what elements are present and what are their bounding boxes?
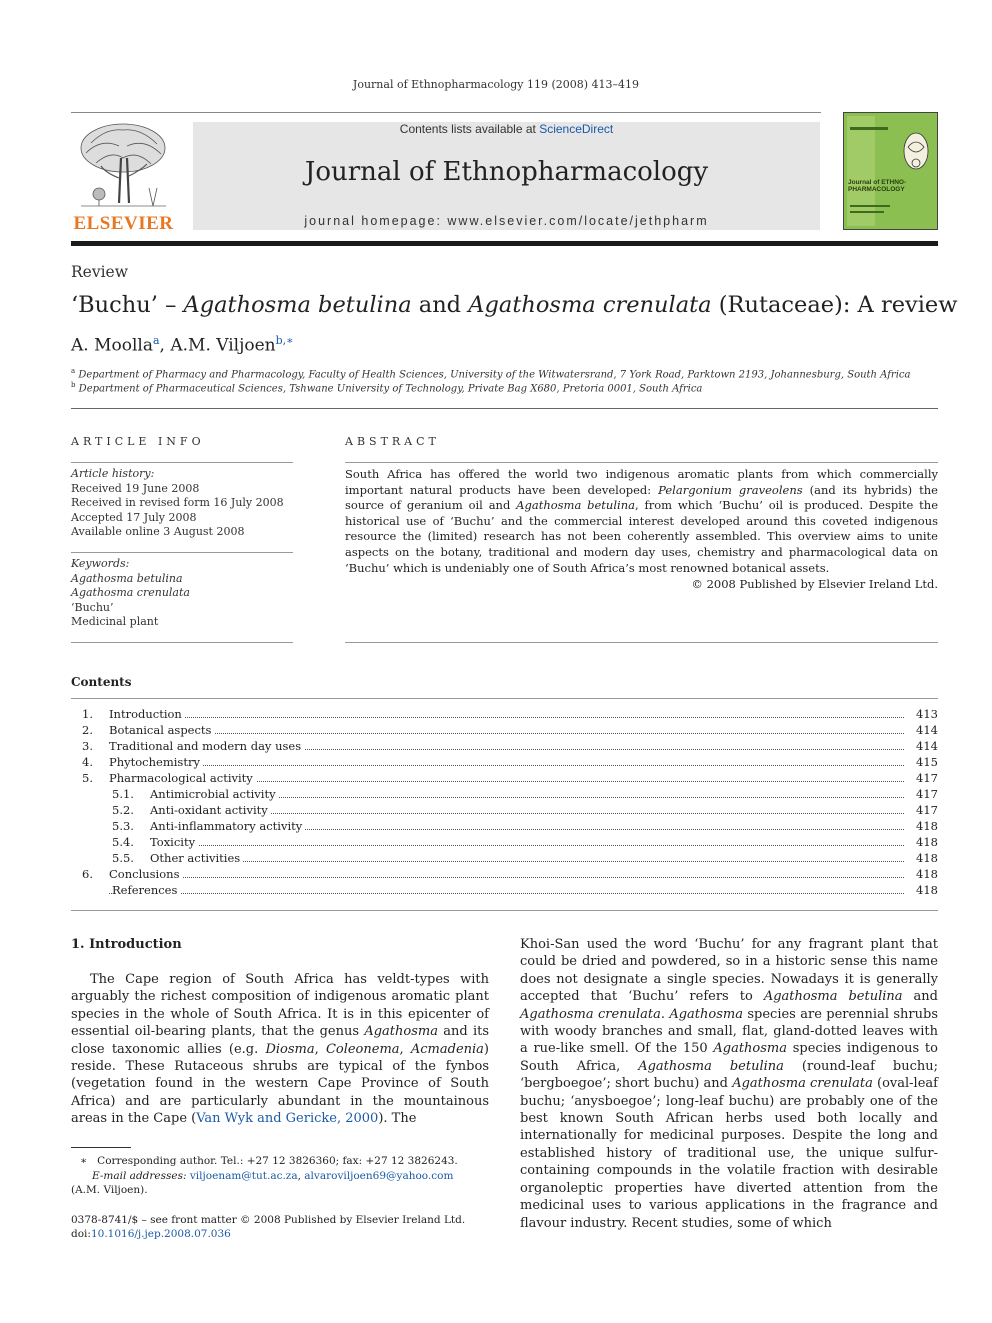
issn-line: 0378-8741/$ – see front matter © 2008 Published by Elsevier Ireland Ltd. bbox=[71, 1214, 466, 1226]
toc-page-number: 418 bbox=[908, 818, 938, 834]
contents-heading: Contents bbox=[71, 675, 132, 689]
keyword-item[interactable]: Agathosma betulina bbox=[71, 571, 183, 585]
intro-right-italic: Agathosma betulina bbox=[638, 1058, 784, 1074]
toc-title[interactable]: Phytochemistry bbox=[109, 754, 203, 770]
toc-page-number: 417 bbox=[908, 770, 938, 786]
footnote-star: ∗ bbox=[80, 1155, 88, 1167]
intro-right-seg: species indigenous to South Africa, bbox=[520, 1041, 938, 1074]
email-separator: , bbox=[297, 1170, 305, 1182]
article-info-rule-bottom bbox=[71, 642, 293, 643]
title-part-1: ‘Buchu’ – bbox=[71, 292, 184, 318]
toc-title[interactable]: Other activities bbox=[150, 850, 243, 866]
keywords-block bbox=[71, 557, 190, 630]
toc-row[interactable] bbox=[71, 722, 938, 738]
toc-number: 6. bbox=[82, 867, 93, 881]
affiliation-b-mark: b bbox=[71, 381, 76, 389]
article-history bbox=[71, 467, 284, 540]
header-divider bbox=[71, 408, 938, 409]
intro-left-column bbox=[71, 971, 489, 1128]
abstract-seg-2: (and its hybrids) the source of geranium oil and bbox=[345, 482, 938, 513]
cover-title: Journal of ETHNO-PHARMACOLOGY bbox=[848, 179, 907, 193]
contents-rule-bottom bbox=[71, 910, 938, 911]
toc-page-number: 415 bbox=[908, 754, 938, 770]
toc-number: 4. bbox=[82, 755, 93, 769]
toc-row[interactable] bbox=[71, 850, 938, 866]
toc-row[interactable] bbox=[71, 818, 938, 834]
intro-left-italic: Agathosma bbox=[364, 1024, 438, 1040]
toc-row[interactable] bbox=[71, 882, 938, 898]
doi-line bbox=[71, 1228, 231, 1240]
article-info-heading: ARTICLE INFO bbox=[71, 435, 205, 448]
toc-number: 5.2. bbox=[112, 803, 134, 817]
intro-right-italic: Agathosma crenulata bbox=[732, 1076, 873, 1092]
doi-label: doi: bbox=[71, 1228, 91, 1240]
footnote-rule bbox=[71, 1147, 131, 1148]
intro-right-seg: (round-leaf buchu; ‘bergboegoe’; short buchu) and bbox=[520, 1058, 938, 1092]
abstract-italic-1: Pelargonium graveolens bbox=[658, 482, 803, 497]
corresponding-author-note bbox=[80, 1155, 458, 1167]
toc-page-number: 417 bbox=[908, 802, 938, 818]
journal-cover-thumbnail bbox=[843, 112, 938, 230]
toc-row[interactable] bbox=[71, 706, 938, 722]
affiliation-a bbox=[71, 367, 910, 380]
email-owner: (A.M. Viljoen). bbox=[71, 1184, 148, 1196]
toc-title[interactable]: Conclusions bbox=[109, 866, 182, 882]
masthead-top-rule bbox=[71, 112, 821, 113]
toc-page-number: 418 bbox=[908, 866, 938, 882]
email-link-1[interactable]: viljoenam@tut.ac.za bbox=[189, 1170, 298, 1182]
doi-link[interactable]: 10.1016/j.jep.2008.07.036 bbox=[90, 1228, 231, 1240]
toc-title[interactable]: Anti-inflammatory activity bbox=[150, 818, 305, 834]
history-revised: Received in revised form 16 July 2008 bbox=[71, 496, 284, 509]
toc-title[interactable]: Botanical aspects bbox=[109, 722, 214, 738]
intro-left-seg: , bbox=[399, 1041, 411, 1057]
toc-page-number: 413 bbox=[908, 706, 938, 722]
history-online: Available online 3 August 2008 bbox=[71, 525, 245, 538]
abstract-rule-top bbox=[345, 462, 938, 463]
intro-right-seg: (oval-leaf buchu; ‘anysboegoe’; long-leaf buchu) are probably one of the best known South African herbs used both locally and internationally for medicinal purposes. Despite the long and established history of traditional use, the unique sulfur-containing compounds in the volatile fraction with desirable organoleptic properties have diverted attention from the medicinal uses to various applications in the fragrance and flavour industry. Recent studies, some of which bbox=[520, 1076, 938, 1231]
toc-row[interactable] bbox=[71, 834, 938, 850]
contents-available-line bbox=[193, 122, 820, 136]
keyword-item[interactable]: ‘Buchu’ bbox=[71, 600, 114, 614]
toc-row[interactable] bbox=[71, 802, 938, 818]
toc-row[interactable] bbox=[71, 866, 938, 882]
toc-leader-dots bbox=[150, 861, 904, 862]
author2-affil-mark[interactable]: b,∗ bbox=[275, 334, 294, 347]
toc-row[interactable] bbox=[71, 786, 938, 802]
history-label: Article history: bbox=[71, 467, 155, 480]
toc-number: 5. bbox=[82, 771, 93, 785]
abstract-italic-2: Agathosma betulina bbox=[516, 498, 635, 513]
intro-left-italic: Diosma bbox=[265, 1041, 315, 1057]
history-accepted: Accepted 17 July 2008 bbox=[71, 510, 197, 524]
author-moolla[interactable]: A. Moolla bbox=[71, 335, 153, 356]
toc-page-number: 418 bbox=[908, 834, 938, 850]
toc-number: 3. bbox=[82, 739, 93, 753]
intro-left-seg: and its close taxonomic allies (e.g. bbox=[71, 1024, 489, 1057]
toc-title[interactable]: Antimicrobial activity bbox=[150, 786, 279, 802]
toc-number: 1. bbox=[82, 707, 93, 721]
intro-right-italic: Agathosma betulina bbox=[763, 989, 903, 1005]
intro-left-seg: ) reside. These Rutaceous shrubs are typical of the fynbos (vegetation found in the western Cape Province of South Africa) and are particularly abundant in the mountainous areas in the Cape ( bbox=[71, 1041, 489, 1127]
contents-prefix: Contents lists available at bbox=[399, 122, 540, 136]
toc-leader-dots bbox=[150, 845, 904, 846]
history-received: Received 19 June 2008 bbox=[71, 481, 200, 495]
toc-page-number: 414 bbox=[908, 722, 938, 738]
toc-leader-dots bbox=[109, 717, 904, 718]
toc-row[interactable] bbox=[71, 738, 938, 754]
intro-right-column bbox=[520, 936, 938, 1232]
journal-homepage[interactable]: journal homepage: www.elsevier.com/locate/jethpharm bbox=[304, 214, 709, 228]
author1-affil-mark[interactable]: a bbox=[152, 334, 160, 347]
toc-number: 5.1. bbox=[112, 787, 134, 801]
abstract-rule-bottom bbox=[345, 642, 938, 643]
article-title bbox=[71, 292, 958, 318]
abstract-heading: ABSTRACT bbox=[345, 435, 440, 448]
title-part-3: and bbox=[411, 292, 469, 318]
toc-page-number: 417 bbox=[908, 786, 938, 802]
intro-left-italic: Coleonema bbox=[325, 1041, 400, 1057]
keyword-item[interactable]: Medicinal plant bbox=[71, 615, 159, 628]
toc-number: 5.4. bbox=[112, 835, 134, 849]
affiliation-a-text: Department of Pharmacy and Pharmacology, Faculty of Health Sciences, University of the Witwatersrand, 7 York Road, Parktown 2193, Johannesburg, South Africa bbox=[78, 369, 911, 381]
intro-left-seg: , bbox=[314, 1041, 326, 1057]
intro-right-seg: and bbox=[902, 989, 938, 1005]
abstract-seg-1: South Africa has offered the world two indigenous aromatic plants from which commercially important natural products have been developed: bbox=[345, 467, 938, 497]
toc-title[interactable]: Traditional and modern day uses bbox=[109, 738, 304, 754]
intro-right-italic: Agathosma bbox=[669, 1006, 743, 1022]
toc-page-number: 414 bbox=[908, 738, 938, 754]
abstract-copyright: © 2008 Published by Elsevier Ireland Ltd. bbox=[691, 577, 938, 591]
intro-left-seg: ). The bbox=[378, 1111, 417, 1127]
toc-row[interactable] bbox=[71, 770, 938, 786]
toc-leader-dots bbox=[109, 877, 904, 878]
toc-title[interactable]: References bbox=[112, 882, 180, 898]
email-link-2[interactable]: alvaroviljoen69@yahoo.com bbox=[304, 1170, 454, 1182]
intro-right-italic: Agathosma crenulata bbox=[520, 1006, 661, 1022]
keyword-item[interactable]: Agathosma crenulata bbox=[71, 586, 190, 599]
intro-right-seg: Khoi-San used the word ‘Buchu’ for any fragrant plant that could be dried and powdered, so in a historic sense this name does not designate a single species. Nowadays it is generally accepted that ‘Buchu’ refers to bbox=[520, 937, 938, 1005]
intro-left-italic: Acmadenia bbox=[410, 1041, 484, 1057]
toc-number: 5.3. bbox=[112, 819, 134, 833]
toc-title[interactable]: Pharmacological activity bbox=[109, 770, 256, 786]
email-label: E-mail addresses: bbox=[92, 1170, 190, 1182]
email-note bbox=[92, 1170, 453, 1182]
keywords-label: Keywords: bbox=[71, 557, 130, 570]
affiliation-b bbox=[71, 381, 702, 394]
title-part-2: Agathosma betulina bbox=[183, 292, 412, 318]
sciencedirect-link[interactable]: ScienceDirect bbox=[539, 122, 614, 136]
toc-page-number: 418 bbox=[908, 850, 938, 866]
toc-title[interactable]: Introduction bbox=[109, 706, 185, 722]
toc-page-number: 418 bbox=[908, 882, 938, 898]
article-info-rule-top bbox=[71, 462, 293, 463]
publisher-logo-text: ELSEVIER bbox=[73, 213, 174, 234]
article-info-rule-mid bbox=[71, 552, 293, 553]
toc-title[interactable]: Toxicity bbox=[150, 834, 198, 850]
toc-leader-dots bbox=[109, 765, 904, 766]
intro-right-seg: species are perennial shrubs with woody branches and small, flat, gland-dotted leaves with a rue-like smell. Of the 150 bbox=[520, 1006, 938, 1057]
toc-number: 2. bbox=[82, 723, 93, 737]
running-head: Journal of Ethnopharmacology 119 (2008) 413–419 bbox=[352, 78, 640, 91]
author-list bbox=[71, 334, 294, 356]
abstract-text bbox=[345, 467, 938, 576]
toc-title[interactable]: Anti-oxidant activity bbox=[150, 802, 271, 818]
abstract-seg-3: , from which ‘Buchu’ oil is produced. Despite the historical use of ‘Buchu’ and the commercial interest developed around this coveted indigenous resource the (limited) research has not been coherently assembled. This overview aims to unite aspects on the botany, traditional and modern day uses, chemistry and pharmacological data on ‘Buchu’ which is undeniably one of South Africa’s most renowned botanical assets. bbox=[345, 498, 938, 575]
contents-rule-top bbox=[71, 698, 938, 699]
intro-left-seg: The Cape region of South Africa has veldt-types with arguably the richest composition of indigenous aromatic plant species in the whole of South Africa. It is in this epicenter of essential oil-bearing plants, that the genus bbox=[71, 972, 489, 1040]
section-heading-introduction: 1. Introduction bbox=[71, 937, 182, 952]
journal-title: Journal of Ethnopharmacology bbox=[304, 157, 709, 187]
title-part-4: Agathosma crenulata bbox=[468, 292, 712, 318]
affiliation-a-mark: a bbox=[71, 367, 76, 375]
article-type: Review bbox=[71, 263, 128, 281]
affiliation-b-text: Department of Pharmaceutical Sciences, Tshwane University of Technology, Private Bag X680, Pretoria 0001, South Africa bbox=[78, 383, 703, 395]
title-part-5: (Rutaceae): A review bbox=[711, 292, 958, 318]
intro-right-seg: . bbox=[660, 1006, 670, 1022]
author-viljoen[interactable]: , A.M. Viljoen bbox=[159, 335, 276, 356]
citation-link[interactable]: Van Wyk and Gericke, 2000 bbox=[196, 1111, 379, 1127]
toc-number: 5.5. bbox=[112, 851, 134, 865]
corresponding-text: Corresponding author. Tel.: +27 12 3826360; fax: +27 12 3826243. bbox=[97, 1155, 458, 1167]
intro-right-italic: Agathosma bbox=[713, 1041, 787, 1057]
toc-leader-dots bbox=[109, 893, 904, 894]
masthead-thick-rule bbox=[71, 241, 938, 246]
toc-leader-dots bbox=[109, 733, 904, 734]
toc-row[interactable] bbox=[71, 754, 938, 770]
